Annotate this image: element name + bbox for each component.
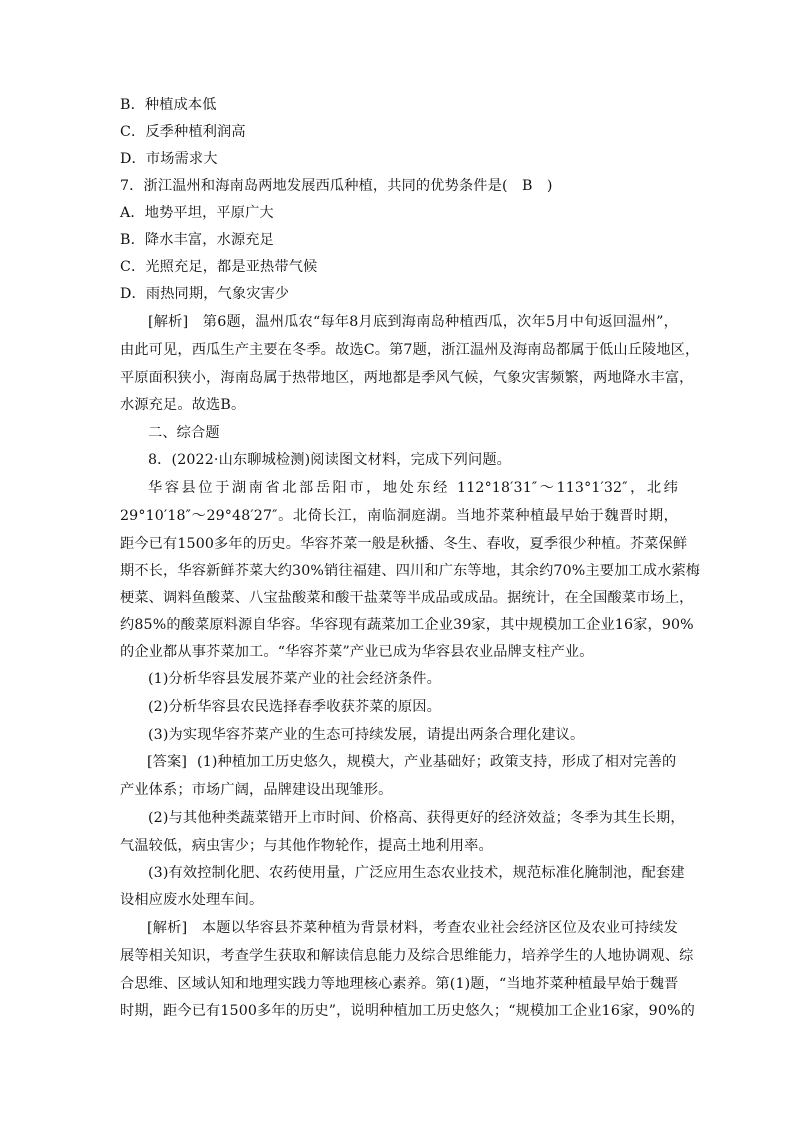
q7-option-a: A．地势平坦，平原广大 [120, 205, 274, 221]
analysis-6-7-line-4: 水源充足。故选B。 [120, 397, 246, 413]
q7-option-b: B．降水丰富，水源充足 [120, 232, 274, 248]
q6-option-d: D．市场需求大 [120, 151, 218, 167]
q6-option-c: C．反季种植利润高 [120, 124, 246, 140]
sub-question-1: (1)分析华容县发展芥菜产业的社会经济条件。 [148, 671, 441, 687]
analysis-6-7-line-3: 平原面积狭小，海南岛属于热带地区，两地都是季风气候，气象灾害频繁，两地降水丰富， [120, 370, 694, 386]
q8-stem: 8．(2022·山东聊城检测)阅读图文材料，完成下列问题。 [148, 452, 512, 468]
answer-3-line-1: (3)有效控制化肥、农药使用量，广泛应用生态农业技术，规范标准化腌制池，配套建 [148, 865, 685, 881]
analysis-8-line-1: [解析] 本题以华容县芥菜种植为背景材料，考查农业社会经济区位及农业可持续发 [147, 920, 678, 936]
sub-question-2: (2)分析华容县农民选择春季收获芥菜的原因。 [148, 699, 441, 715]
q6-option-b: B．种植成本低 [120, 97, 217, 113]
q7-option-d: D．雨热同期，气象灾害少 [120, 286, 290, 302]
answer-2-line-1: (2)与其他种类蔬菜错开上市时间、价格高、获得更好的经济效益；冬季为其生长期， [148, 810, 685, 826]
material-line-3: 距今已有1500多年的历史。华容芥菜一般是秋播、冬生、春收，夏季很少种植。芥菜保鲜 [120, 536, 688, 552]
answer-label: [答案] [147, 754, 188, 770]
section-heading: 二、综合题 [148, 425, 220, 441]
answer-line-1 [147, 752, 676, 772]
analysis-6-7-line-2: 由此可见，西瓜生产主要在冬季。故选C。第7题，浙江温州及海南岛都属于低山丘陵地区， [120, 342, 700, 358]
material-line-5: 梗菜、调料鱼酸菜、八宝盐酸菜和酸干盐菜等半成品或成品。据统计，在全国酸菜市场上， [120, 590, 694, 606]
q7-stem: 7．浙江温州和海南岛两地发展西瓜种植，共同的优势条件是( B ) [120, 178, 553, 194]
analysis-8-line-4: 时期，距今已有1500多年的历史”，说明种植加工历史悠久；“规模加工企业16家，90%的 [120, 1003, 695, 1019]
material-line-4: 期不长，华容新鲜芥菜大约30%销往福建、四川和广东等地，其余约70%主要加工成水萦梅 [120, 563, 701, 579]
material-line-7: 的企业都从事芥菜加工。“华容芥菜”产业已成为华容县农业品牌支柱产业。 [120, 644, 594, 660]
sub-question-3: (3)为实现华容芥菜产业的生态可持续发展，请提出两条合理化建议。 [148, 727, 585, 743]
analysis-8-line-3: 合思维、区域认知和地理实践力等地理核心素养。第(1)题，“当地芥菜种植最早始于魏晋 [120, 976, 679, 992]
answer-3-line-2: 设相应废水处理车间。 [120, 892, 264, 908]
material-line-1: 华容县位于湖南省北部岳阳市，地处东经 112°18′31″～113°1′32″，北纬 [148, 480, 678, 496]
material-line-6: 约85%的酸菜原料源自华容。华容现有蔬菜加工企业39家，其中规模加工企业16家，90% [120, 617, 694, 633]
analysis-6-7-line-1: [解析] 第6题，温州瓜农“每年8月底到海南岛种植西瓜，次年5月中旬返回温州”， [148, 314, 678, 330]
answer-1-line-2: 产业体系；市场广阔，品牌建设出现雏形。 [120, 782, 393, 798]
answer-1-line-1: (1)种植加工历史悠久，规模大，产业基础好；政策支持，形成了相对完善的 [197, 754, 677, 770]
answer-2-line-2: 气温较低，病虫害少；与其他作物轮作，提高土地利用率。 [120, 838, 493, 854]
material-line-2: 29°10′18″～29°48′27″。北倚长江，南临洞庭湖。当地芥菜种植最早始于魏晋时期， [120, 508, 678, 524]
q7-option-c: C．光照充足，都是亚热带气候 [120, 259, 318, 275]
analysis-8-line-2: 展等相关知识，考查学生获取和解读信息能力及综合思维能力，培养学生的人地协调观、综 [120, 948, 694, 964]
